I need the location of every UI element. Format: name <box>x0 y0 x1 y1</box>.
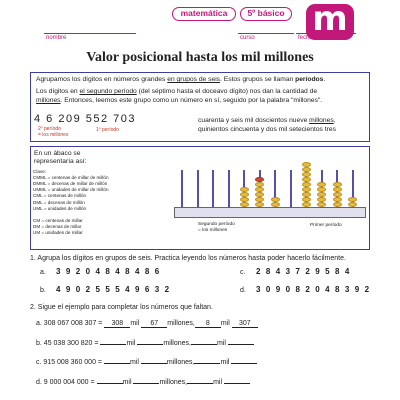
q2-row <box>36 340 254 347</box>
legend-line: Clave: <box>33 169 47 174</box>
abacus-rod <box>228 170 230 207</box>
abacus-bead <box>240 197 249 202</box>
question-2-text: 2. Sigue el ejemplo para completar los números que faltan. <box>30 304 213 311</box>
abacus-bead <box>302 192 311 197</box>
reading-line-1: cuarenta y seis mil doscientos nueve millones, <box>198 117 336 124</box>
legend-line: UML = unidades de millón <box>33 205 87 211</box>
q1-b-number: 4 9 0 2 5 5 5 4 9 6 3 2 <box>56 285 171 294</box>
abacus-bead <box>317 182 326 187</box>
abacus-bead <box>240 187 249 192</box>
q2-row-label: d. <box>36 378 42 386</box>
abacus-bead <box>255 182 264 187</box>
abacus-rod <box>212 170 214 207</box>
legend-line: CM = centenas de millar <box>33 217 83 223</box>
q1-b-label: b. <box>40 287 46 294</box>
grade-badge: 5º básico <box>240 7 292 21</box>
q1-c-label: c. <box>240 269 246 276</box>
abacus-bead <box>302 167 311 172</box>
legend-line: DML = decenas de millón <box>33 199 85 205</box>
abacus-bead <box>255 177 264 182</box>
abacus-bead <box>348 197 357 202</box>
abacus-bead <box>255 192 264 197</box>
q2-word-millones: millones, <box>166 359 195 366</box>
q2-word-mil: mil <box>129 359 139 366</box>
q2-word-mil: mil <box>126 339 136 347</box>
q2-row-label: c. <box>36 359 42 366</box>
q2-word-millones: millones, <box>159 378 188 386</box>
first-period-label: 1º período <box>96 127 119 133</box>
abacus-bead <box>302 172 311 177</box>
abacus-rod <box>290 170 292 207</box>
abacus-first-period: Primer período <box>310 223 342 228</box>
q2-word-mil: mil <box>122 378 132 386</box>
q2-row-label: a. <box>36 320 42 327</box>
q2-blank-2[interactable] <box>133 383 159 384</box>
q2-row <box>36 320 258 328</box>
q2-row-number: 9 000 004 000 = <box>43 378 95 386</box>
abacus-second-period: Segundo período = los millones <box>198 222 235 233</box>
q2-blank-1[interactable] <box>104 363 130 364</box>
abacus-base <box>174 207 366 218</box>
abacus-bead <box>302 182 311 187</box>
legend-line: UMML = unidades de millar de millón <box>33 187 109 193</box>
q2-blank-3[interactable]: 8 <box>195 320 221 328</box>
course-line <box>238 33 294 34</box>
legend-line: CMML = centenas de millar de millón <box>33 175 109 181</box>
abacus-bead <box>317 197 326 202</box>
abacus-rod <box>181 170 183 207</box>
q2-word-mil2: mil <box>220 320 230 327</box>
course-label: curso <box>240 35 255 41</box>
legend-line: DMML = decenas de millar de millón <box>33 181 108 187</box>
name-line <box>44 33 136 34</box>
abacus-bead <box>333 182 342 187</box>
q2-word-mil: mil <box>130 320 140 327</box>
date-label: fecha <box>298 35 313 41</box>
info-line-1: Agrupamos los dígitos en números grandes en grupos de seis. Estos grupos se llaman períodos. <box>36 76 326 83</box>
q2-word-mil2: mil <box>213 378 223 386</box>
abacus-rod <box>197 170 199 207</box>
abacus-bead <box>271 197 280 202</box>
reading-line-2: quinientos cincuenta y dos mil setecientos tres <box>198 126 336 133</box>
q1-a-label: a. <box>40 269 46 276</box>
abacus-bead <box>302 187 311 192</box>
q1-d-label: d. <box>240 287 246 294</box>
legend-line: DM = decenas de millar <box>33 223 82 229</box>
q2-row <box>36 379 250 386</box>
q2-row <box>36 359 257 366</box>
q2-blank-2[interactable]: 67 <box>141 320 167 328</box>
q2-blank-2[interactable] <box>141 363 167 364</box>
q1-a-number: 3 9 2 0 4 8 4 8 4 8 6 <box>56 267 161 276</box>
m-logo-icon: m <box>306 4 354 40</box>
q2-row-number: 915 008 360 000 = <box>43 359 102 366</box>
q2-blank-3[interactable] <box>191 344 217 345</box>
q2-blank-4[interactable] <box>231 363 257 364</box>
q2-row-label: b. <box>36 339 42 347</box>
second-period-label: 2º período = los millones <box>38 126 69 138</box>
question-1-text: 1. Agrupa los dígitos en grupos de seis. Practica leyendo los números hasta poder hacerlo fácilmente. <box>30 255 346 262</box>
q2-blank-4[interactable]: 307 <box>232 320 258 328</box>
abacus-bead <box>333 192 342 197</box>
q2-blank-4[interactable] <box>224 383 250 384</box>
abacus-bead <box>333 197 342 202</box>
q2-row-number: 308 067 008 307 = <box>43 320 103 327</box>
q2-blank-4[interactable] <box>228 344 254 345</box>
info-line-2: Los dígitos en el segundo período (del séptimo hasta el doceavo dígito) nos dan la cantidad de <box>36 88 318 95</box>
q2-word-millones: millones, <box>167 320 195 327</box>
name-label: nombre <box>46 35 67 41</box>
abacus-bead <box>302 197 311 202</box>
example-number: 4 6 209 552 703 <box>34 113 137 125</box>
legend-line: UM = unidades de millar <box>33 230 83 235</box>
abacus-bead <box>255 187 264 192</box>
info-line-3: millones. Entonces, leemos este grupo como un número en sí, seguido por la palabra "millones". <box>36 97 323 104</box>
q2-blank-1[interactable] <box>97 383 123 384</box>
q2-blank-2[interactable] <box>137 344 163 345</box>
header <box>0 0 400 44</box>
subject-badge: matemática <box>172 7 236 21</box>
abacus-bead <box>255 197 264 202</box>
q2-word-mil2: mil <box>220 359 230 366</box>
q2-blank-3[interactable] <box>187 383 213 384</box>
abacus-bead <box>333 187 342 192</box>
q2-blank-3[interactable] <box>194 363 220 364</box>
q2-blank-1[interactable] <box>100 344 126 345</box>
q2-word-millones: millones, <box>163 339 191 347</box>
abacus-bead <box>240 192 249 197</box>
q2-word-mil2: mil <box>216 339 226 347</box>
q1-d-number: 3 0 9 0 8 2 0 4 8 3 9 2 <box>256 285 371 294</box>
abacus-bead <box>302 177 311 182</box>
q2-blank-1[interactable]: 308 <box>104 320 130 328</box>
legend-line: CML = centenas de millón <box>33 193 87 199</box>
abacus-bead <box>317 192 326 197</box>
q2-row-number: 45 038 300 820 = <box>43 339 99 347</box>
abacus-intro: En un ábaco se representaría así: <box>34 150 87 165</box>
date-line <box>296 33 356 34</box>
page-title: Valor posicional hasta los mil millones <box>86 50 314 65</box>
abacus-bead <box>302 162 311 167</box>
abacus-bead <box>317 187 326 192</box>
q1-c-number: 2 8 4 3 7 2 9 5 8 4 <box>256 267 351 276</box>
